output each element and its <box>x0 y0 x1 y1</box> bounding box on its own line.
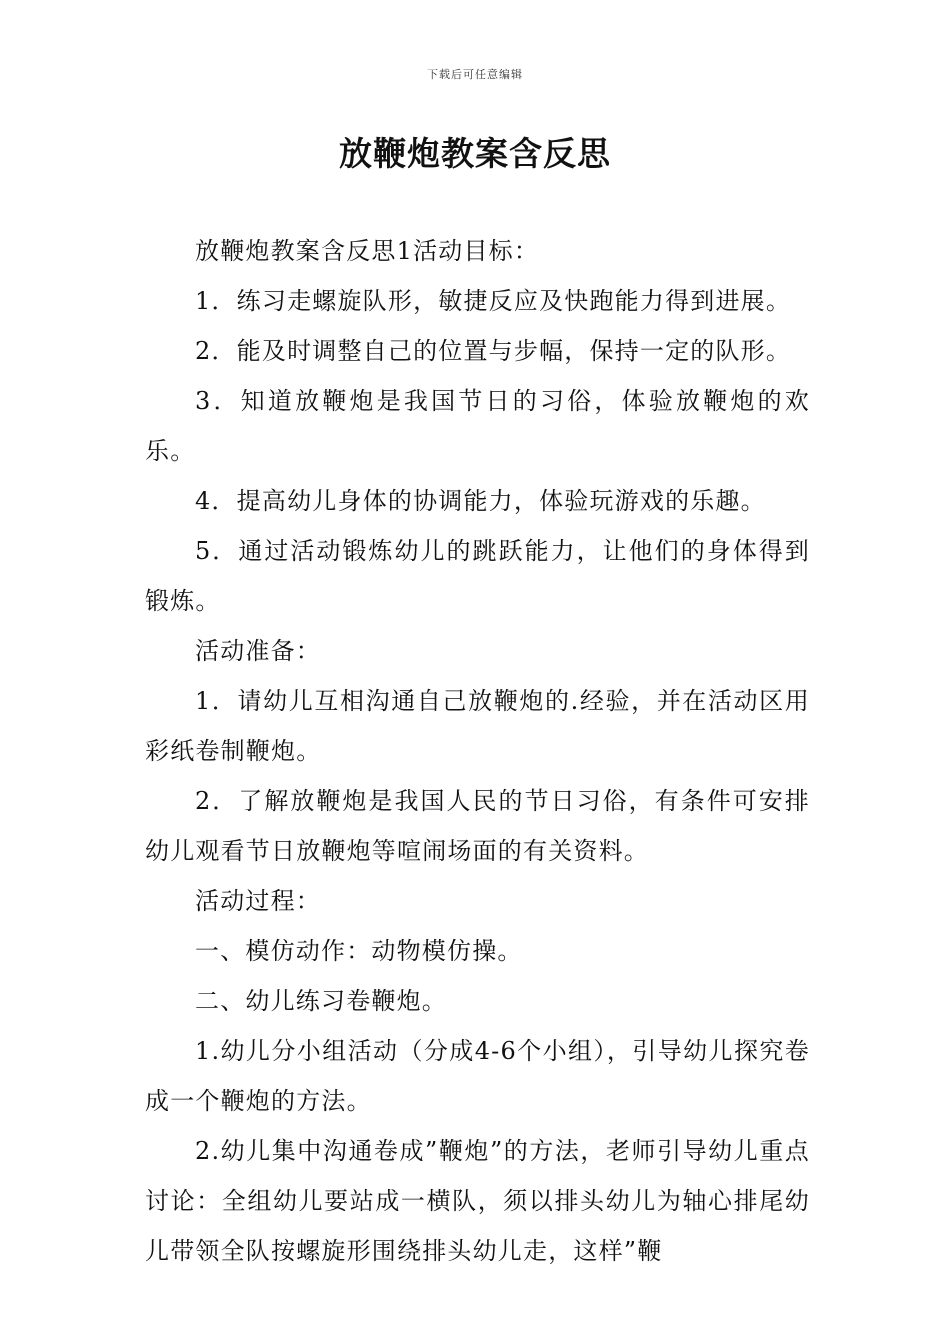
paragraph: 2．能及时调整自己的位置与步幅，保持一定的队形。 <box>195 337 792 365</box>
paragraph: 放鞭炮教案含反思1活动目标： <box>195 237 540 265</box>
paragraph: 1．请幼儿互相沟通自己放鞭炮的.经验，并在活动区用彩纸卷制鞭炮。 <box>145 687 810 765</box>
paragraph: 2.幼儿集中沟通卷成”鞭炮”的方法，老师引导幼儿重点讨论：全组幼儿要站成一横队，须以排头幼儿为轴心排尾幼儿带领全队按螺旋形围绕排头幼儿走，这样”鞭 <box>145 1137 810 1265</box>
document-title: 放鞭炮教案含反思 <box>339 134 611 173</box>
paragraph: 活动准备： <box>195 637 321 665</box>
paragraph: 1.幼儿分小组活动（分成4-6个小组），引导幼儿探究卷成一个鞭炮的方法。 <box>145 1037 810 1115</box>
paragraph: 活动过程： <box>195 887 321 915</box>
paragraph: 3．知道放鞭炮是我国节日的习俗，体验放鞭炮的欢乐。 <box>145 387 810 465</box>
paragraph: 一、模仿动作：动物模仿操。 <box>195 937 523 965</box>
paragraph: 二、幼儿练习卷鞭炮。 <box>195 987 447 1015</box>
document-body <box>145 226 810 1276</box>
paragraph: 1．练习走螺旋队形，敏捷反应及快跑能力得到进展。 <box>195 287 792 315</box>
header-note: 下载后可任意编辑 <box>427 68 523 81</box>
paragraph: 2．了解放鞭炮是我国人民的节日习俗，有条件可安排幼儿观看节日放鞭炮等喧闹场面的有关资料。 <box>145 787 810 865</box>
paragraph: 4．提高幼儿身体的协调能力，体验玩游戏的乐趣。 <box>195 487 766 515</box>
paragraph: 5．通过活动锻炼幼儿的跳跃能力，让他们的身体得到锻炼。 <box>145 537 810 615</box>
